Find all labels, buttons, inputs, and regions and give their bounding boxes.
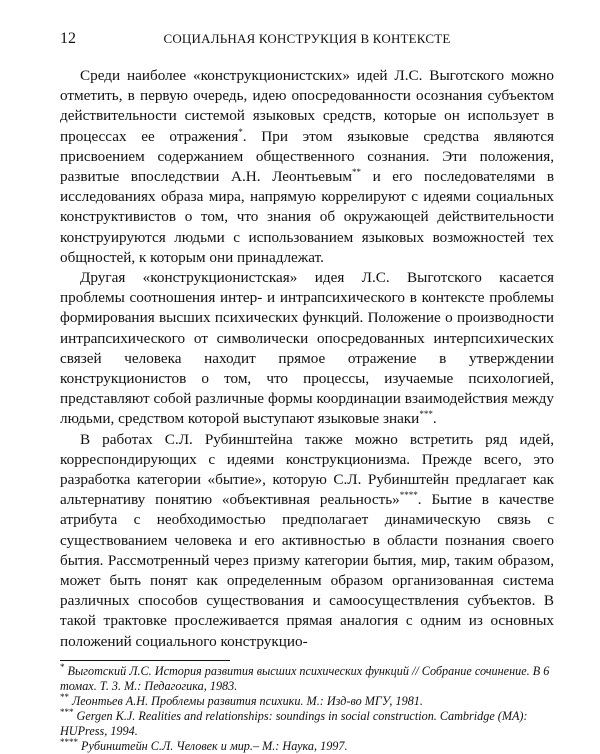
running-head bbox=[60, 30, 554, 52]
paragraph-3 bbox=[60, 430, 554, 652]
paragraph-1-text-b: . При этом языковые средства являются присвоением содержанием общественного сознания. Эти положения, развитые впоследствии А.Н. Леонтьевым bbox=[60, 127, 554, 186]
paragraph-2 bbox=[60, 268, 554, 430]
footnote-3 bbox=[60, 706, 554, 739]
footnote-1 bbox=[60, 661, 554, 694]
paragraph-2-text-b: . bbox=[432, 410, 437, 428]
paragraph-1-text-c: и его последователями в исследованиях образа мира, напрямую коррелируют с идеями социальных конструктивистов о том, что знания об окружающей действительности конструируются людьми с использованием языковых возможностей тех общностей, к которым они принадлежат. bbox=[60, 168, 555, 266]
footnote-4 bbox=[60, 736, 554, 754]
paragraph-3-text-b: . Бытие в качестве атрибута с необходимостью предполагает динамическую связь с существованием человека и его активностью в области познания своего бытия. Рассмотренный через призму категории бытия, мир, таким образом, может быть понят как определенным образом организованная система различных способов существования и самоосуществления субъектов. В такой трактовке прослеживается прямая аналогия с одним из основных положений социального конструкцио- bbox=[60, 491, 554, 650]
footnote-4-mark: **** bbox=[60, 736, 78, 747]
footnote-ref-2: ** bbox=[352, 166, 362, 177]
paragraph-1-text-a: Среди наиболее «конструкционистских» идей Л.С. Выготского можно отметить, в первую очередь, идею опосредованности осознания субъектом действительности системой языковых средств, которые он использует в процессах ее отражения bbox=[60, 67, 554, 145]
body-text bbox=[60, 66, 554, 652]
footnote-2 bbox=[60, 691, 554, 709]
paragraph-2-text-a: Другая «конструкционистская» идея Л.С. Выготского касается проблемы соотношения интер- и интрапсихического в контексте проблемы формирования высших психических функций. Положение о производности интрапсихического от символически опосредованных интерпсихических связей человека находит прямое отражение в утверждении конструкционистов о том, что процессы, изучаемые психологией, представляют собой различные формы координации взаимодействия между людьми, средством которой выступают языковые знаки bbox=[60, 269, 554, 428]
footnote-1-text: Выготский Л.С. История развития высших психических функций // Собрание сочинение. В 6 томах. Т. 3. М.: Педагогика, 1983. bbox=[60, 663, 550, 693]
footnote-4-text: Рубинштейн С.Л. Человек и мир.– М.: Наука, 1997. bbox=[81, 738, 348, 753]
book-page bbox=[60, 30, 554, 754]
footnote-3-mark: *** bbox=[60, 706, 74, 717]
running-title: СОЦИАЛЬНАЯ КОНСТРУКЦИЯ В КОНТЕКСТЕ bbox=[163, 31, 451, 46]
paragraph-1 bbox=[60, 66, 554, 268]
footnote-ref-4: **** bbox=[399, 490, 418, 501]
footnote-3-text: Gergen K.J. Realities and relationships: soundings in social construction. Cambridge (MA): HUPress, 1994. bbox=[60, 708, 528, 738]
footnote-ref-3: *** bbox=[419, 409, 433, 420]
footnote-ref-1: * bbox=[238, 126, 243, 137]
footnote-divider bbox=[60, 660, 230, 661]
page-number: 12 bbox=[60, 30, 76, 47]
paragraph-3-text-a: В работах С.Л. Рубинштейна также можно встретить ряд идей, корреспондирующих с идеями конструкционизма. Прежде всего, это разработка категории «бытие», которую С.Л. Рубинштейн предлагает как альтернативу понятию «объективная реальность» bbox=[60, 430, 554, 509]
footnote-2-text: Леонтьев А.Н. Проблемы развития психики. М.: Изд-во МГУ, 1981. bbox=[72, 693, 423, 708]
footnote-2-mark: ** bbox=[60, 691, 69, 702]
footnotes bbox=[60, 661, 554, 754]
footnote-1-mark: * bbox=[60, 661, 65, 672]
